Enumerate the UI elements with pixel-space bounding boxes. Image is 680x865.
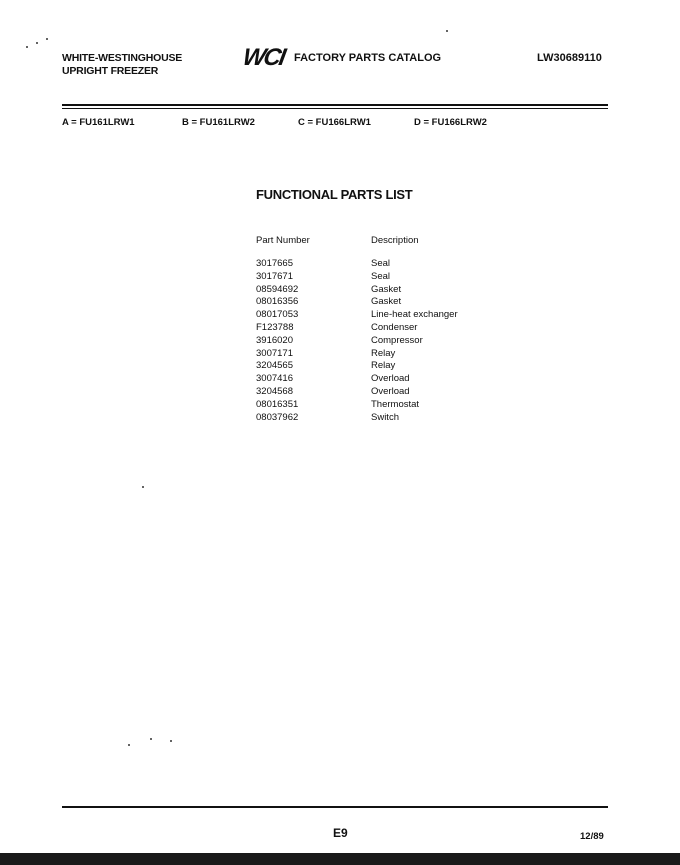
catalog-code: LW30689110 [537, 52, 602, 64]
brand-block [62, 52, 182, 78]
scan-speck [46, 38, 48, 40]
header-rule-thin [62, 108, 608, 109]
list-title: FUNCTIONAL PARTS LIST [256, 187, 413, 202]
column-header-part-number: Part Number [256, 235, 310, 246]
part-number: 3007416 [256, 373, 293, 385]
wci-logo: WCI [240, 44, 287, 71]
part-number: 3204568 [256, 385, 293, 397]
part-description: Overload [371, 385, 410, 397]
scan-speck [142, 486, 144, 488]
part-description: Switch [371, 411, 399, 423]
revision-date: 12/89 [580, 831, 604, 842]
part-number: 3204565 [256, 360, 293, 372]
product-type: UPRIGHT FREEZER [62, 65, 159, 77]
part-description: Seal [371, 258, 391, 269]
part-description: Compressor [371, 334, 423, 346]
model-a: A = FU161LRW1 [62, 117, 135, 128]
catalog-title: FACTORY PARTS CATALOG [294, 52, 442, 64]
model-c: C = FU166LRW1 [298, 117, 371, 128]
part-number: 3017671 [256, 270, 293, 282]
part-number: 3007171 [256, 347, 293, 359]
scan-speck [150, 738, 152, 740]
part-number: 08594692 [256, 283, 299, 295]
part-number: 08037962 [256, 411, 299, 423]
part-description: Overload [371, 373, 410, 385]
part-number: 08017053 [256, 309, 299, 321]
part-description: Gasket [371, 283, 402, 295]
part-description: Thermostat [371, 398, 420, 410]
scan-speck [26, 46, 28, 48]
part-number: 3017665 [256, 258, 293, 269]
part-description: Condenser [371, 321, 418, 333]
part-description: Seal [371, 270, 391, 282]
model-d: D = FU166LRW2 [414, 117, 487, 128]
part-description: Relay [371, 347, 396, 359]
part-description: Line-heat exchanger [371, 309, 458, 321]
scan-speck [446, 30, 448, 32]
part-number: F123788 [256, 321, 294, 333]
header-rule-thick [62, 104, 608, 106]
scan-speck [36, 42, 38, 44]
brand-name: WHITE-WESTINGHOUSE [62, 52, 183, 64]
footer-rule [62, 806, 608, 808]
part-description: Relay [371, 360, 396, 372]
model-b: B = FU161LRW2 [182, 117, 255, 128]
part-description: Gasket [371, 296, 402, 308]
part-number: 08016356 [256, 296, 299, 308]
part-number: 08016351 [256, 398, 299, 410]
part-number: 3916020 [256, 334, 293, 346]
scan-speck [170, 740, 172, 742]
column-header-description: Description [371, 235, 419, 246]
scan-speck [128, 744, 130, 746]
page-number: E9 [333, 826, 348, 840]
scan-edge-band [0, 853, 680, 865]
